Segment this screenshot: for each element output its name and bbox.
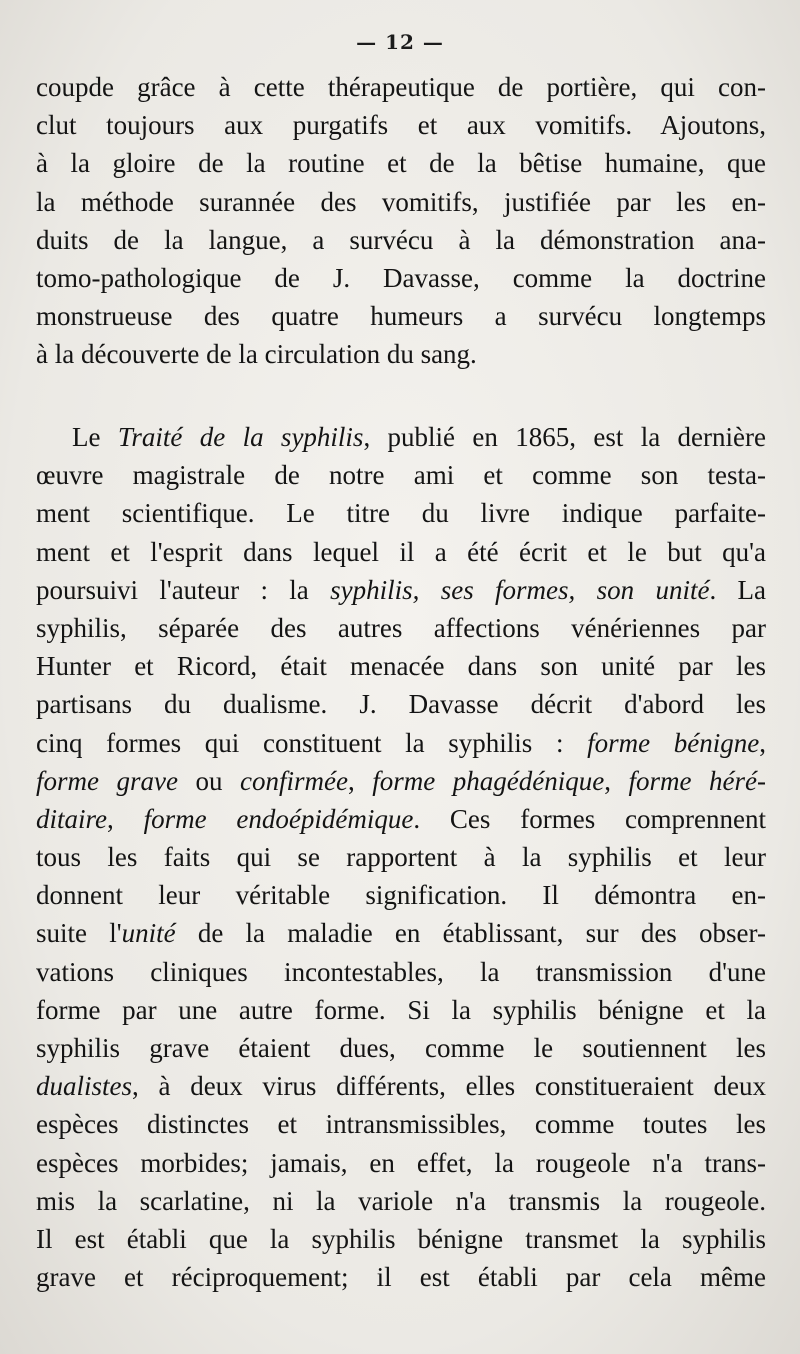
term-italic: forme grave — [36, 765, 178, 796]
text-line: syphilis grave étaient dues, comme le soutiennent les — [36, 1033, 766, 1063]
text-line: dualistes, à deux virus différents, elles constitueraient deux — [36, 1071, 766, 1102]
text-line: suite l'unité de la maladie en établissant, sur des obser- — [36, 918, 766, 949]
text-line: à la gloire de la routine et de la bêtise humaine, que — [36, 148, 766, 179]
text-line: cinq formes qui constituent la syphilis : forme bénigne, — [36, 727, 767, 758]
text-line: à la découverte de la circulation du sang. — [36, 339, 477, 370]
term-italic: dualistes — [36, 1071, 133, 1102]
text-line: forme grave ou confirmée, forme phagédénique, forme héré- — [36, 765, 767, 796]
text-line: mis la scarlatine, ni la variole n'a transmis la rougeole. — [36, 1185, 766, 1216]
text-line: Le Traité de la syphilis, publié en 1865, est la dernière — [72, 422, 766, 452]
text-line: ment scientifique. Le titre du livre indique parfaite- — [36, 498, 766, 529]
text-line: forme par une autre forme. Si la syphilis bénigne et la — [36, 994, 766, 1025]
term-italic: forme phagédénique — [372, 765, 605, 796]
text-line: ditaire, forme endoépidémique. Ces formes comprennent — [36, 803, 766, 834]
book-title: Traité de la syphilis — [117, 422, 364, 452]
text-line: clut toujours aux purgatifs et aux vomitifs. Ajoutons, — [36, 110, 766, 141]
text-line: Il est établi que la syphilis bénigne transmet la syphilis — [36, 1223, 766, 1254]
text-line: ment et l'esprit dans lequel il a été écrit et le but qu'a — [36, 536, 766, 567]
text-line: coupde grâce à cette thérapeutique de portière, qui con- — [36, 72, 766, 102]
text-line: grave et réciproquement; il est établi par cela même — [36, 1262, 766, 1293]
text-line: espèces distinctes et intransmissibles, comme toutes les — [36, 1109, 766, 1140]
text-line: donnent leur véritable signification. Il démontra en- — [36, 880, 766, 911]
term-italic: ditaire — [36, 803, 107, 834]
term-italic: confirmée — [240, 765, 349, 796]
text-line: poursuivi l'auteur : la syphilis, ses formes, son unité. La — [36, 574, 766, 605]
text-line: vations cliniques incontestables, la transmission d'une — [36, 956, 766, 987]
subtitle-italic: syphilis, ses formes, son unité — [330, 574, 710, 605]
text-line: tous les faits qui se rapportent à la syphilis et leur — [36, 842, 766, 873]
paragraph-1 — [36, 68, 766, 374]
text-line: œuvre magistrale de notre ami et comme son testa- — [36, 460, 766, 491]
text-line: duits de la langue, a survécu à la démonstration ana- — [36, 224, 766, 255]
text-line: tomo-pathologique de J. Davasse, comme la doctrine — [36, 262, 766, 293]
text-line: syphilis, séparée des autres affections vénériennes par — [36, 612, 766, 643]
text-line: espèces morbides; jamais, en effet, la rougeole n'a trans- — [36, 1147, 766, 1178]
paragraph-2 — [36, 418, 766, 1296]
term-italic: forme endoépidémique — [143, 803, 414, 834]
text-line: partisans du dualisme. J. Davasse décrit d'abord les — [36, 689, 766, 720]
term-italic: forme bénigne — [587, 727, 760, 758]
term-italic: forme héré- — [628, 765, 767, 796]
page-number: — 12 — — [356, 30, 444, 54]
text-line: Hunter et Ricord, était menacée dans son unité par les — [36, 651, 766, 682]
text-line: monstrueuse des quatre humeurs a survécu longtemps — [36, 301, 766, 332]
term-italic: unité — [121, 918, 176, 949]
text-line: la méthode surannée des vomitifs, justifiée par les en- — [36, 186, 766, 217]
